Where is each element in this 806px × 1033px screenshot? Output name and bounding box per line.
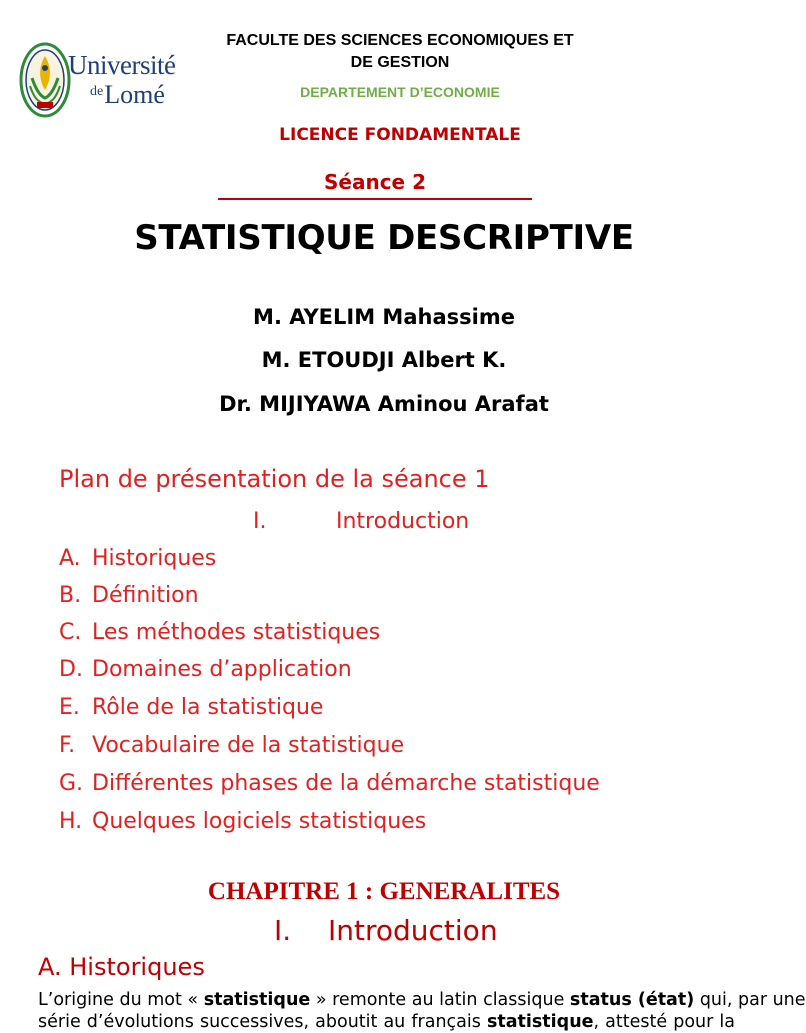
plan-item-label: Quelques logiciels statistiques bbox=[92, 809, 427, 834]
faculty-name bbox=[190, 30, 610, 74]
plan-item-label: Historiques bbox=[92, 546, 217, 571]
text-run: » remonte au latin classique bbox=[310, 990, 570, 1010]
bold-term: statistique bbox=[203, 990, 311, 1010]
plan-section-number: I. bbox=[253, 509, 267, 534]
seance-label: Séance 2 bbox=[323, 170, 426, 194]
subsection-heading: A. Historiques bbox=[38, 953, 205, 981]
logo-line1: Université bbox=[68, 50, 176, 80]
university-seal-icon bbox=[18, 38, 72, 124]
text-run: qui, par une bbox=[694, 990, 806, 1010]
plan-item-letter: F. bbox=[59, 733, 76, 758]
paragraph-line-2 bbox=[38, 1011, 735, 1033]
faculty-line1: FACULTE DES SCIENCES ECONOMIQUES ET bbox=[226, 32, 574, 49]
plan-item-letter: A. bbox=[59, 546, 81, 571]
logo-wordmark bbox=[68, 52, 188, 108]
plan-item-letter: D. bbox=[59, 657, 83, 682]
plan-item-label: Les méthodes statistiques bbox=[92, 620, 381, 645]
author-1: M. AYELIM Mahassime bbox=[253, 305, 515, 329]
logo-de: de bbox=[90, 84, 104, 99]
chapter-section-label: Introduction bbox=[328, 914, 498, 947]
department-name: DEPARTEMENT D’ECONOMIE bbox=[300, 84, 500, 100]
plan-item-letter: E. bbox=[59, 695, 80, 720]
licence-label: LICENCE FONDAMENTALE bbox=[279, 125, 521, 145]
chapter-section-number: I. bbox=[274, 914, 292, 947]
plan-item-label: Domaines d’application bbox=[92, 657, 352, 682]
faculty-line2: DE GESTION bbox=[350, 54, 450, 71]
plan-item-letter: H. bbox=[59, 809, 83, 834]
plan-item-letter: C. bbox=[59, 620, 82, 645]
chapter-title: CHAPITRE 1 : GENERALITES bbox=[207, 878, 561, 905]
paragraph-line-1 bbox=[38, 989, 806, 1011]
plan-item bbox=[59, 733, 404, 758]
document-title: STATISTIQUE DESCRIPTIVE bbox=[134, 218, 634, 258]
body-paragraph bbox=[38, 989, 806, 1033]
plan-section-label: Introduction bbox=[336, 509, 470, 534]
seance-underline bbox=[218, 198, 532, 200]
plan-item bbox=[59, 583, 199, 608]
plan-item-label: Vocabulaire de la statistique bbox=[92, 733, 405, 758]
text-run: , attesté pour la bbox=[593, 1012, 735, 1032]
plan-item bbox=[59, 695, 323, 720]
plan-item-label: Rôle de la statistique bbox=[92, 695, 324, 720]
logo-city: Lomé bbox=[104, 80, 165, 109]
plan-title: Plan de présentation de la séance 1 bbox=[59, 465, 490, 493]
text-run: série d’évolutions successives, aboutit au français bbox=[38, 1012, 487, 1032]
plan-item bbox=[59, 771, 600, 796]
plan-item bbox=[59, 809, 426, 834]
author-2: M. ETOUDJI Albert K. bbox=[261, 348, 507, 372]
plan-item bbox=[59, 546, 216, 571]
plan-item bbox=[59, 657, 352, 682]
plan-item-letter: G. bbox=[59, 771, 84, 796]
plan-item-label: Définition bbox=[92, 583, 199, 608]
plan-item bbox=[59, 620, 380, 645]
author-3: Dr. MIJIYAWA Aminou Arafat bbox=[219, 392, 549, 416]
bold-term: statistique bbox=[486, 1012, 594, 1032]
text-run: L’origine du mot « bbox=[38, 990, 204, 1010]
bold-term: status (état) bbox=[569, 990, 695, 1010]
logo-line2 bbox=[90, 82, 188, 108]
plan-item-letter: B. bbox=[59, 583, 82, 608]
plan-item-label: Différentes phases de la démarche statistique bbox=[92, 771, 600, 796]
